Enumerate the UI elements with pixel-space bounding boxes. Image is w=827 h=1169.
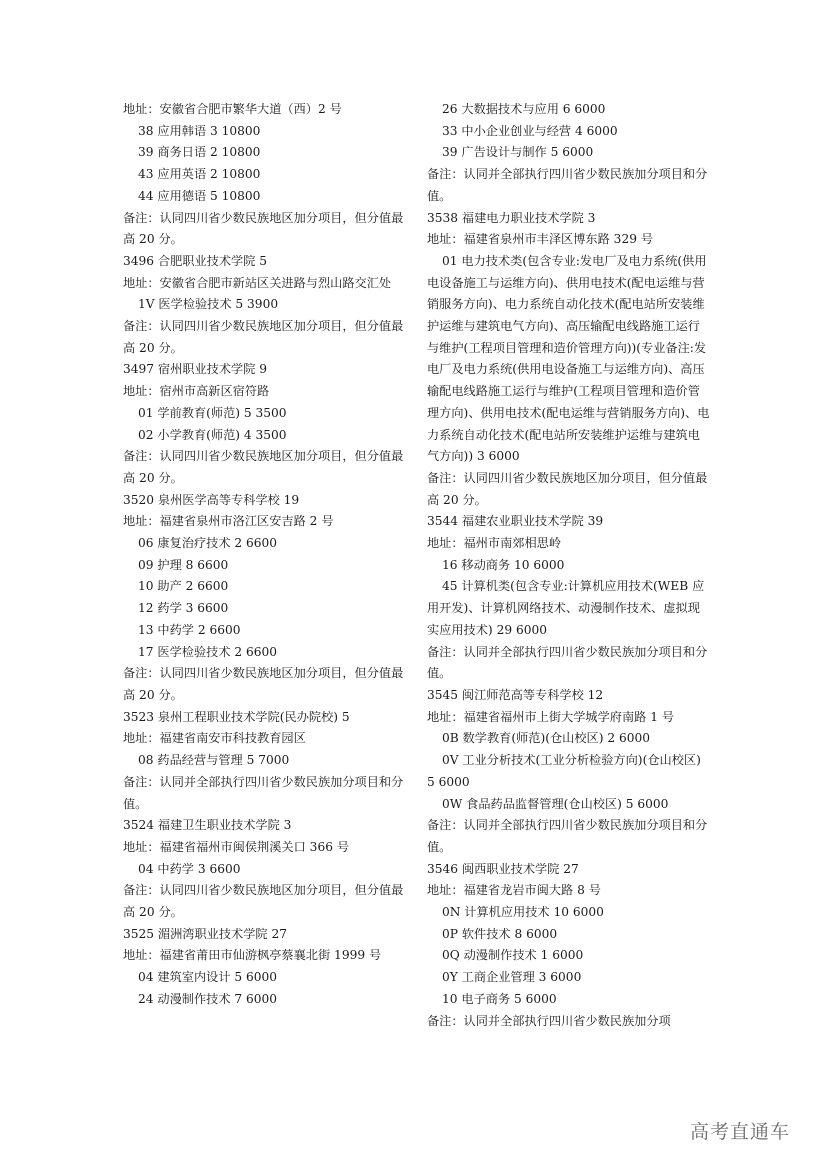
note-line: 备注：认同并全部执行四川省少数民族加分项目和分值。 <box>427 644 708 681</box>
major-entry: 16 移动商务 10 6000 <box>442 557 565 572</box>
note-line: 备注：认同四川省少数民族地区加分项目，但分值最高 20 分。 <box>427 470 708 507</box>
major-entry: 24 动漫制作技术 7 6000 <box>138 991 278 1006</box>
major-entry: 04 建筑室内设计 5 6000 <box>138 970 278 985</box>
address-line: 地址：福建省龙岩市闽大路 8 号 <box>427 883 601 898</box>
major-entry: 39 广告设计与制作 5 6000 <box>442 145 594 160</box>
major-entry: 0Y 工商企业管理 3 6000 <box>442 970 582 985</box>
major-entry: 43 应用英语 2 10800 <box>138 167 261 182</box>
note-line: 备注：认同并全部执行四川省少数民族加分项目和分值。 <box>427 818 708 854</box>
major-entry: 10 助产 2 6600 <box>138 579 229 594</box>
major-entry: 12 药学 3 6600 <box>138 601 229 616</box>
address-line: 地址：福建省莆田市仙游枫亭蔡襄北街 1999 号 <box>123 948 382 963</box>
school-heading: 3523 泉州工程职业技术学院(民办院校) 5 <box>123 709 350 724</box>
major-entry: 01 学前教育(师范) 5 3500 <box>138 405 287 420</box>
major-entry: 1V 医学检验技术 5 3900 <box>138 297 279 312</box>
major-entry: 0P 软件技术 8 6000 <box>442 926 558 941</box>
note-line: 备注：认同并全部执行四川省少数民族加分项目和分值。 <box>427 167 708 203</box>
left-column <box>123 99 408 1011</box>
note-line: 备注：认同四川省少数民族地区加分项目，但分值最高 20 分。 <box>123 319 404 355</box>
major-entry: 10 电子商务 5 6000 <box>442 991 557 1006</box>
major-entry: 0N 计算机应用技术 10 6000 <box>442 905 604 920</box>
school-heading: 3520 泉州医学高等专科学校 19 <box>123 492 300 507</box>
major-entry: 13 中药学 2 6600 <box>138 622 241 637</box>
major-entry: 44 应用德语 5 10800 <box>138 188 261 203</box>
major-entry: 0B 数学教育(师范)(仓山校区) 2 6000 <box>442 731 650 746</box>
address-line: 地址：福州市南郊相思岭 <box>427 536 562 551</box>
school-heading: 3497 宿州职业技术学院 9 <box>123 362 268 377</box>
address-line: 地址：福建省福州市上街大学城学府南路 1 号 <box>427 709 675 724</box>
major-entry: 06 康复治疗技术 2 6600 <box>138 536 278 551</box>
school-heading: 3545 闽江师范高等专科学校 12 <box>427 687 604 702</box>
major-entry: 02 小学教育(师范) 4 3500 <box>138 427 287 442</box>
note-line: 备注：认同四川省少数民族地区加分项目，但分值最高 20 分。 <box>123 666 404 702</box>
school-heading: 3496 合肥职业技术学院 5 <box>123 253 268 268</box>
school-heading: 3544 福建农业职业技术学院 39 <box>427 514 604 529</box>
right-column <box>427 99 712 1032</box>
address-line: 地址：福建省南安市科技教育园区 <box>123 731 306 746</box>
major-entry: 0Q 动漫制作技术 1 6000 <box>442 948 584 963</box>
address-line: 地址：福建省泉州市洛江区安吉路 2 号 <box>123 514 334 529</box>
note-line: 备注：认同四川省少数民族地区加分项目，但分值最高 20 分。 <box>123 449 404 485</box>
address-line: 地址：安徽省合肥市繁华大道（西）2 号 <box>123 102 342 116</box>
major-entry: 45 计算机类(包含专业:计算机应用技术(WEB 应用开发)、计算机网络技术、动漫制作技术、虚拟现实应用技术) 29 6000 <box>427 579 705 637</box>
major-entry: 01 电力技术类(包含专业:发电厂及电力系统(供用电设备施工与运维方向)、供用电技术(配电运维与营销服务方向)、电力系统自动化技术(配电站所安装维护运维与建筑电气方向)、高压输配电线路施工运行与维护(工程项目管理和造价管理方向))(专业备注:发电厂及电力系统(供用电设备施工与运维方向)、高压输配电线路施工运行与维护(工程项目管理和造价管理方向)、供用电技术(配电运维与营销服务方向)、电力系统自动化技术(配电站所安装维护运维与建筑电气方向)) 3 6000 <box>427 253 710 464</box>
major-entry: 0W 食品药品监督管理(仓山校区) 5 6000 <box>442 796 669 811</box>
major-entry: 39 商务日语 2 10800 <box>138 145 261 160</box>
school-heading: 3538 福建电力职业技术学院 3 <box>427 210 596 225</box>
address-line: 地址：福建省福州市闽侯荆溪关口 366 号 <box>123 839 350 854</box>
note-line: 备注：认同四川省少数民族地区加分项目，但分值最高 20 分。 <box>123 210 404 247</box>
school-heading: 3524 福建卫生职业技术学院 3 <box>123 818 292 833</box>
major-entry: 0V 工业分析技术(工业分析检验方向)(仓山校区) 5 6000 <box>427 753 701 789</box>
note-line: 备注：认同四川省少数民族地区加分项目，但分值最高 20 分。 <box>123 883 404 920</box>
major-entry: 26 大数据技术与应用 6 6000 <box>442 102 606 116</box>
address-line: 地址：福建省泉州市丰泽区博东路 329 号 <box>427 232 654 247</box>
watermark-logo: 高考直通车 <box>690 1121 791 1143</box>
major-entry: 38 应用韩语 3 10800 <box>138 123 261 138</box>
address-line: 地址：宿州市高新区宿符路 <box>123 384 270 399</box>
major-entry: 04 中药学 3 6600 <box>138 861 241 876</box>
major-entry: 08 药品经营与管理 5 7000 <box>138 753 290 768</box>
major-entry: 33 中小企业创业与经营 4 6000 <box>442 123 618 138</box>
school-heading: 3546 闽西职业技术学院 27 <box>427 861 579 876</box>
major-entry: 09 护理 8 6600 <box>138 557 229 572</box>
school-heading: 3525 湄洲湾职业技术学院 27 <box>123 926 287 941</box>
note-line: 备注：认同并全部执行四川省少数民族加分项 <box>427 1013 671 1028</box>
note-line: 备注：认同并全部执行四川省少数民族加分项目和分值。 <box>123 774 404 811</box>
major-entry: 17 医学检验技术 2 6600 <box>138 644 278 659</box>
address-line: 地址：安徽省合肥市新站区关进路与烈山路交汇处 <box>123 275 392 290</box>
